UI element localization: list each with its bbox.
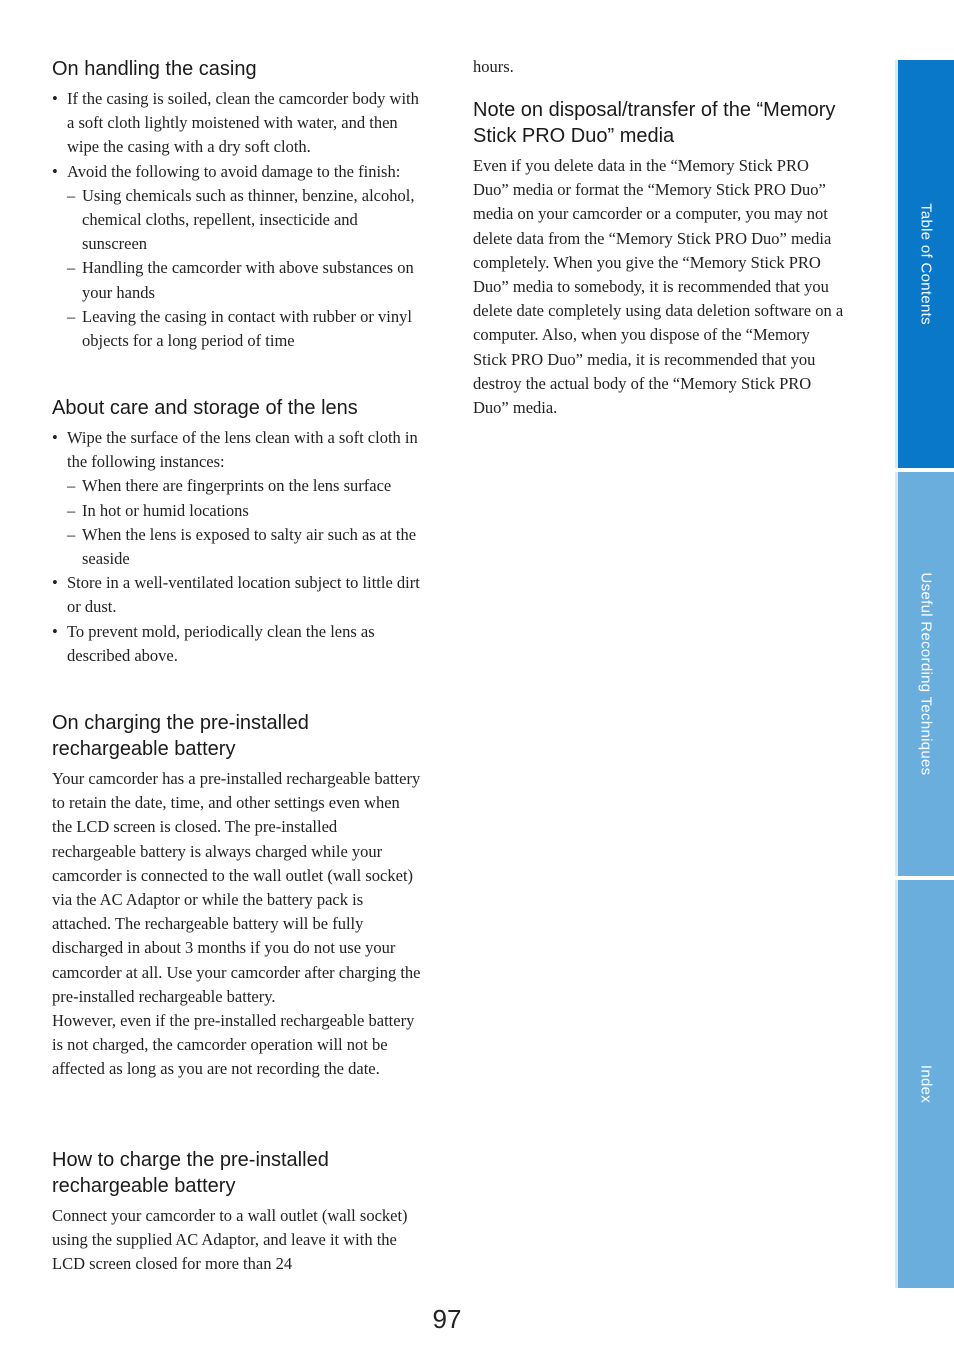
paragraph: Even if you delete data in the “Memory Stick PRO Duo” media or format the “Memory Stick PRO Duo” media on your camcorder or a computer, you may not delete data from the “Memory Stick PRO Duo” media completely. When you give the “Memory Stick PRO Duo” media to somebody, it is recommended that you delete date completely using data deletion software on a computer. Also, when you dispose of the “Memory Stick PRO Duo” media, it is recommended that you destroy the actual body of the “Memory Stick PRO Duo” media. — [473, 156, 844, 418]
section-how-to-charge — [52, 1147, 422, 1277]
sub-list-item: – Leaving the casing in contact with rubber or vinyl objects for a long period of time — [67, 305, 422, 353]
section-lens — [52, 395, 422, 668]
tab-label: Index — [917, 1064, 935, 1104]
section-heading: How to charge the pre-installed rechargeable battery — [52, 1149, 329, 1197]
section-heading: On handling the casing — [52, 58, 257, 80]
tab-index[interactable] — [895, 880, 954, 1288]
sub-list-item: – When there are fingerprints on the lens surface — [67, 474, 422, 498]
list-item — [52, 426, 422, 571]
paragraph: Connect your camcorder to a wall outlet (wall socket) using the supplied AC Adaptor, and leave it with the LCD screen closed for more than 24 — [52, 1206, 408, 1274]
list-item: • To prevent mold, periodically clean the lens as described above. — [52, 620, 422, 668]
paragraph: However, even if the pre-installed rechargeable battery is not charged, the camcorder operation will not be affected as long as you are not recording the date. — [52, 1011, 415, 1079]
list-item: • If the casing is soiled, clean the camcorder body with a soft cloth lightly moistened with water, and then wipe the casing with a dry soft cloth. — [52, 87, 422, 160]
tab-label: Useful Recording Techniques — [917, 572, 935, 776]
tab-table-of-contents[interactable] — [895, 60, 954, 468]
section-heading: About care and storage of the lens — [52, 397, 358, 419]
bullet-list — [52, 87, 422, 353]
section-casing — [52, 56, 422, 353]
paragraph-continuation: hours. — [473, 57, 514, 76]
list-item-text: Wipe the surface of the lens clean with a soft cloth in the following instances: — [67, 428, 418, 472]
sub-list-item: – In hot or humid locations — [67, 499, 422, 523]
sub-list-item: – Handling the camcorder with above substances on your hands — [67, 256, 422, 304]
section-heading: On charging the pre-installed rechargeable battery — [52, 712, 309, 760]
paragraph: Your camcorder has a pre-installed rechargeable battery to retain the date, time, and other settings even when the LCD screen is closed. The pre-installed rechargeable battery is always charged while your camcorder is connected to the wall outlet (wall socket) via the AC Adaptor or while the battery pack is attached. The rechargeable battery will be fully discharged in about 3 months if you do not use your camcorder at all. Use your camcorder after charging the pre-installed rechargeable battery. — [52, 769, 421, 1006]
bullet-list — [52, 426, 422, 668]
section-heading: Note on disposal/transfer of the “Memory Stick PRO Duo” media — [473, 99, 836, 147]
sub-list-item: – When the lens is exposed to salty air such as at the seaside — [67, 523, 422, 571]
section-disposal — [473, 97, 845, 420]
page-number: 97 — [432, 1304, 462, 1334]
list-item-text: Avoid the following to avoid damage to the finish: — [67, 161, 401, 181]
tab-label: Table of Contents — [917, 203, 935, 325]
sub-list — [67, 474, 422, 571]
section-charging — [52, 710, 422, 1082]
tab-useful-recording-techniques[interactable] — [895, 472, 954, 876]
list-item — [52, 160, 422, 354]
list-item: • Store in a well-ventilated location subject to little dirt or dust. — [52, 571, 422, 619]
sub-list — [67, 184, 422, 353]
sub-list-item: – Using chemicals such as thinner, benzine, alcohol, chemical cloths, repellent, insecticide and sunscreen — [67, 184, 422, 257]
